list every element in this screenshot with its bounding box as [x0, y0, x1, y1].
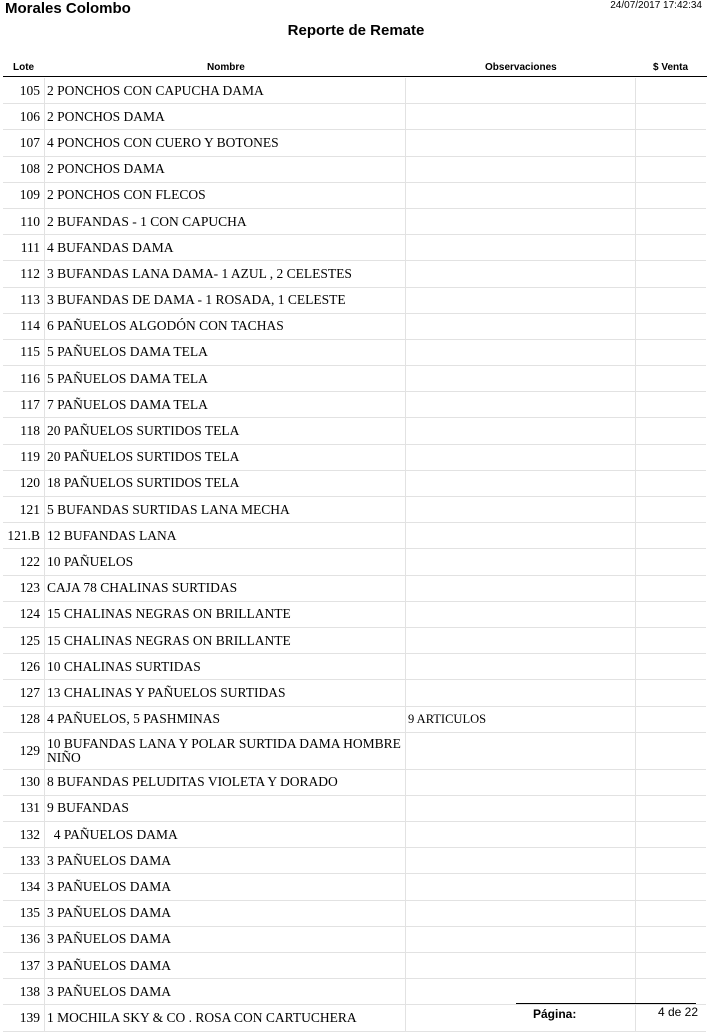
lote-cell: 120 [3, 471, 45, 496]
table-row [3, 822, 706, 848]
table-row [3, 104, 706, 130]
nombre-cell: 20 PAÑUELOS SURTIDOS TELA [45, 445, 406, 470]
venta-cell [636, 209, 706, 234]
table-row [3, 628, 706, 654]
table-row [3, 680, 706, 706]
observaciones-cell [406, 235, 636, 260]
venta-cell [636, 549, 706, 574]
table-row [3, 130, 706, 156]
nombre-cell: 6 PAÑUELOS ALGODÓN CON TACHAS [45, 314, 406, 339]
nombre-cell: 3 PAÑUELOS DAMA [45, 927, 406, 952]
nombre-cell: 10 CHALINAS SURTIDAS [45, 654, 406, 679]
venta-cell [636, 235, 706, 260]
lote-cell: 112 [3, 261, 45, 286]
venta-cell [636, 497, 706, 522]
observaciones-cell [406, 445, 636, 470]
venta-cell [636, 340, 706, 365]
venta-cell [636, 523, 706, 548]
nombre-cell: 3 PAÑUELOS DAMA [45, 874, 406, 899]
table-row [3, 1005, 706, 1031]
lote-cell: 139 [3, 1005, 45, 1030]
table-row [3, 953, 706, 979]
venta-cell [636, 104, 706, 129]
nombre-cell: 3 PAÑUELOS DAMA [45, 979, 406, 1004]
venta-cell [636, 314, 706, 339]
venta-cell [636, 654, 706, 679]
nombre-cell: 4 BUFANDAS DAMA [45, 235, 406, 260]
nombre-cell: 2 PONCHOS CON CAPUCHA DAMA [45, 78, 406, 103]
table-row [3, 901, 706, 927]
lote-cell: 137 [3, 953, 45, 978]
observaciones-cell [406, 497, 636, 522]
venta-cell [636, 445, 706, 470]
venta-cell [636, 680, 706, 705]
venta-cell [636, 848, 706, 873]
table-row [3, 497, 706, 523]
column-header-observaciones: Observaciones [485, 62, 557, 73]
table-row [3, 209, 706, 235]
table-row [3, 576, 706, 602]
venta-cell [636, 418, 706, 443]
observaciones-cell [406, 733, 636, 769]
nombre-cell: 4 PONCHOS CON CUERO Y BOTONES [45, 130, 406, 155]
observaciones-cell [406, 628, 636, 653]
table-row [3, 654, 706, 680]
nombre-cell: 3 PAÑUELOS DAMA [45, 953, 406, 978]
nombre-cell: 10 PAÑUELOS [45, 549, 406, 574]
page-number: 4 de 22 [657, 1005, 698, 1019]
nombre-cell: 9 BUFANDAS [45, 796, 406, 821]
table-header [3, 60, 707, 77]
lote-cell: 110 [3, 209, 45, 234]
lote-cell: 136 [3, 927, 45, 952]
observaciones-cell [406, 979, 636, 1004]
table-row [3, 602, 706, 628]
lote-cell: 105 [3, 78, 45, 103]
venta-cell [636, 288, 706, 313]
lote-cell: 126 [3, 654, 45, 679]
observaciones-cell [406, 680, 636, 705]
lote-cell: 124 [3, 602, 45, 627]
observaciones-cell [406, 848, 636, 873]
nombre-cell: 15 CHALINAS NEGRAS ON BRILLANTE [45, 628, 406, 653]
observaciones-cell [406, 209, 636, 234]
table-row [3, 392, 706, 418]
table-row [3, 235, 706, 261]
nombre-cell: 2 PONCHOS DAMA [45, 104, 406, 129]
table-row [3, 314, 706, 340]
lote-cell: 116 [3, 366, 45, 391]
footer-divider [516, 1003, 696, 1004]
lote-cell: 123 [3, 576, 45, 601]
venta-cell [636, 628, 706, 653]
observaciones-cell [406, 157, 636, 182]
venta-cell [636, 471, 706, 496]
observaciones-cell [406, 953, 636, 978]
lote-cell: 125 [3, 628, 45, 653]
venta-cell [636, 770, 706, 795]
nombre-cell: 12 BUFANDAS LANA [45, 523, 406, 548]
observaciones-cell [406, 261, 636, 286]
lote-cell: 133 [3, 848, 45, 873]
venta-cell [636, 822, 706, 847]
venta-cell [636, 366, 706, 391]
observaciones-cell [406, 901, 636, 926]
venta-cell [636, 979, 706, 1004]
lote-cell: 121.B [3, 523, 45, 548]
table-row [3, 261, 706, 287]
column-header-nombre: Nombre [207, 62, 245, 73]
observaciones-cell [406, 340, 636, 365]
observaciones-cell [406, 130, 636, 155]
company-name: Morales Colombo [5, 0, 131, 17]
lote-cell: 132 [3, 822, 45, 847]
table-row [3, 366, 706, 392]
nombre-cell: 4 PAÑUELOS DAMA [45, 822, 406, 847]
venta-cell [636, 901, 706, 926]
table-row [3, 523, 706, 549]
venta-cell [636, 953, 706, 978]
observaciones-cell [406, 796, 636, 821]
lote-cell: 134 [3, 874, 45, 899]
observaciones-cell [406, 392, 636, 417]
nombre-cell: 5 PAÑUELOS DAMA TELA [45, 366, 406, 391]
nombre-cell: 3 PAÑUELOS DAMA [45, 848, 406, 873]
lote-cell: 109 [3, 183, 45, 208]
lots-table [3, 78, 706, 1032]
nombre-cell: 5 PAÑUELOS DAMA TELA [45, 340, 406, 365]
table-row [3, 848, 706, 874]
lote-cell: 118 [3, 418, 45, 443]
observaciones-cell [406, 314, 636, 339]
observaciones-cell [406, 183, 636, 208]
lote-cell: 138 [3, 979, 45, 1004]
lote-cell: 127 [3, 680, 45, 705]
table-row [3, 707, 706, 733]
nombre-cell: 3 BUFANDAS LANA DAMA- 1 AZUL , 2 CELESTES [45, 261, 406, 286]
table-row [3, 340, 706, 366]
nombre-cell: 2 BUFANDAS - 1 CON CAPUCHA [45, 209, 406, 234]
observaciones-cell [406, 366, 636, 391]
observaciones-cell: 9 ARTICULOS [406, 707, 636, 732]
table-row [3, 471, 706, 497]
observaciones-cell [406, 549, 636, 574]
observaciones-cell [406, 1005, 636, 1030]
observaciones-cell [406, 927, 636, 952]
observaciones-cell [406, 104, 636, 129]
observaciones-cell [406, 418, 636, 443]
lote-cell: 108 [3, 157, 45, 182]
nombre-cell: 3 PAÑUELOS DAMA [45, 901, 406, 926]
nombre-cell: 3 BUFANDAS DE DAMA - 1 ROSADA, 1 CELESTE [45, 288, 406, 313]
table-row [3, 445, 706, 471]
venta-cell [636, 183, 706, 208]
column-header-lote: Lote [13, 62, 35, 73]
lote-cell: 119 [3, 445, 45, 470]
nombre-cell: 10 BUFANDAS LANA Y POLAR SURTIDA DAMA HOMBRE NIÑO [45, 733, 406, 769]
page-label: Página: [533, 1007, 577, 1021]
venta-cell [636, 261, 706, 286]
lote-cell: 128 [3, 707, 45, 732]
table-row [3, 418, 706, 444]
lote-cell: 113 [3, 288, 45, 313]
nombre-cell: 7 PAÑUELOS DAMA TELA [45, 392, 406, 417]
venta-cell [636, 707, 706, 732]
venta-cell [636, 392, 706, 417]
table-row [3, 78, 706, 104]
observaciones-cell [406, 471, 636, 496]
nombre-cell: 4 PAÑUELOS, 5 PASHMINAS [45, 707, 406, 732]
table-row [3, 770, 706, 796]
nombre-cell: 18 PAÑUELOS SURTIDOS TELA [45, 471, 406, 496]
nombre-cell: 13 CHALINAS Y PAÑUELOS SURTIDAS [45, 680, 406, 705]
venta-cell [636, 733, 706, 769]
venta-cell [636, 576, 706, 601]
observaciones-cell [406, 874, 636, 899]
lote-cell: 114 [3, 314, 45, 339]
lote-cell: 115 [3, 340, 45, 365]
table-row [3, 874, 706, 900]
observaciones-cell [406, 78, 636, 103]
lote-cell: 121 [3, 497, 45, 522]
observaciones-cell [406, 288, 636, 313]
table-row [3, 733, 706, 770]
nombre-cell: 2 PONCHOS CON FLECOS [45, 183, 406, 208]
observaciones-cell [406, 770, 636, 795]
venta-cell [636, 78, 706, 103]
nombre-cell: CAJA 78 CHALINAS SURTIDAS [45, 576, 406, 601]
observaciones-cell [406, 523, 636, 548]
venta-cell [636, 157, 706, 182]
table-row [3, 157, 706, 183]
observaciones-cell [406, 576, 636, 601]
report-title: Reporte de Remate [287, 22, 425, 39]
nombre-cell: 8 BUFANDAS PELUDITAS VIOLETA Y DORADO [45, 770, 406, 795]
table-row [3, 927, 706, 953]
venta-cell [636, 130, 706, 155]
table-row [3, 288, 706, 314]
table-row [3, 979, 706, 1005]
venta-cell [636, 927, 706, 952]
venta-cell [636, 874, 706, 899]
lote-cell: 130 [3, 770, 45, 795]
nombre-cell: 2 PONCHOS DAMA [45, 157, 406, 182]
column-header-venta: $ Venta [653, 62, 689, 73]
lote-cell: 135 [3, 901, 45, 926]
venta-cell [636, 796, 706, 821]
lote-cell: 122 [3, 549, 45, 574]
nombre-cell: 15 CHALINAS NEGRAS ON BRILLANTE [45, 602, 406, 627]
lote-cell: 131 [3, 796, 45, 821]
report-timestamp: 24/07/2017 17:42:34 [610, 0, 702, 11]
table-row [3, 549, 706, 575]
nombre-cell: 5 BUFANDAS SURTIDAS LANA MECHA [45, 497, 406, 522]
observaciones-cell [406, 602, 636, 627]
venta-cell [636, 602, 706, 627]
observaciones-cell [406, 822, 636, 847]
observaciones-cell [406, 654, 636, 679]
lote-cell: 107 [3, 130, 45, 155]
nombre-cell: 1 MOCHILA SKY & CO . ROSA CON CARTUCHERA [45, 1005, 406, 1030]
lote-cell: 106 [3, 104, 45, 129]
table-row [3, 796, 706, 822]
nombre-cell: 20 PAÑUELOS SURTIDOS TELA [45, 418, 406, 443]
lote-cell: 111 [3, 235, 45, 260]
lote-cell: 129 [3, 733, 45, 769]
lote-cell: 117 [3, 392, 45, 417]
table-row [3, 183, 706, 209]
